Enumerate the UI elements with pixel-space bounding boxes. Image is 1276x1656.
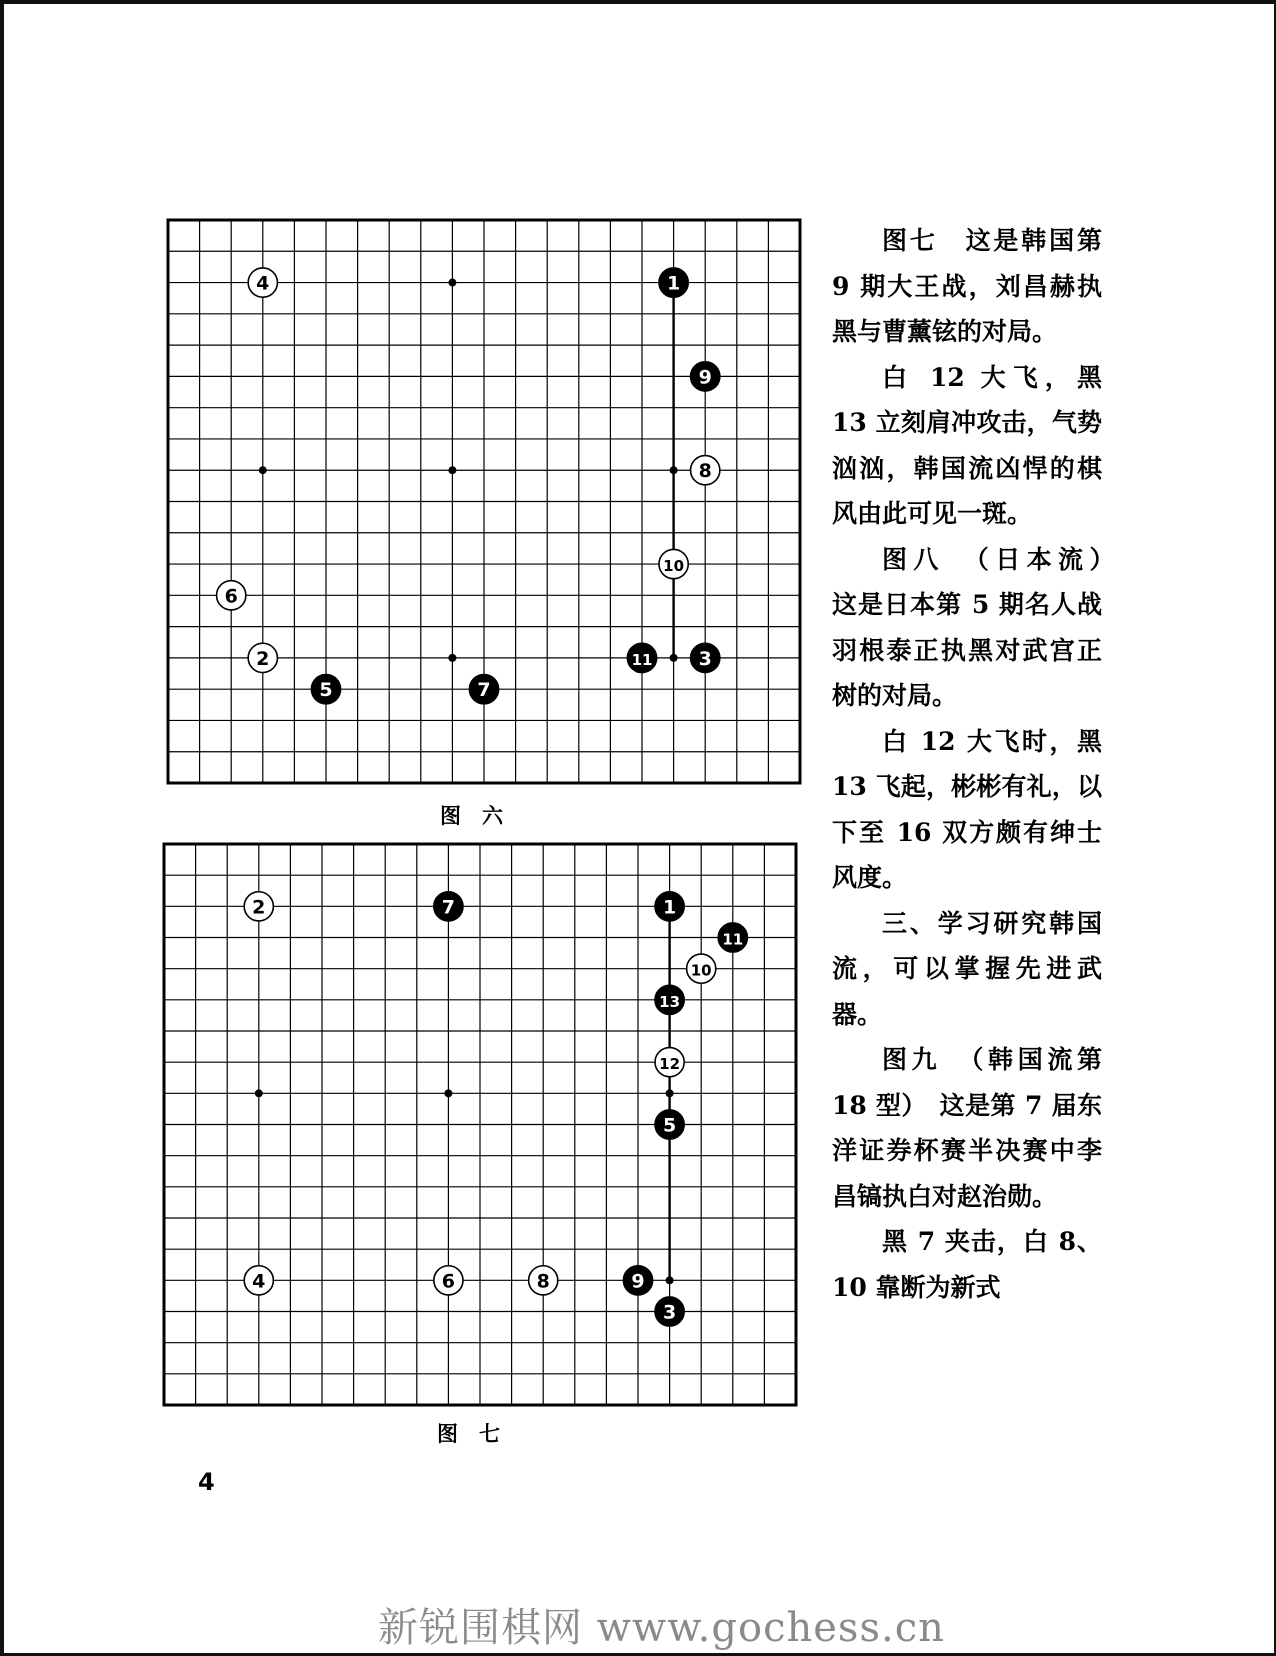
figure-7-caption: 图 七 (437, 1421, 500, 1446)
stone-number: 3 (698, 647, 712, 670)
go-board-figure-6-svg (166, 218, 802, 786)
go-stone-white (248, 268, 277, 297)
go-stone-black (691, 643, 720, 672)
star-point (670, 654, 678, 662)
go-board-figure-6 (166, 218, 802, 786)
go-stone-white (687, 954, 716, 983)
paragraph-head: 图七 (882, 226, 938, 255)
paragraph-body: 白 12 大飞时，黑 13 飞起，彬彬有礼，以下至 16 双方颇有绅士风度。 (832, 726, 1102, 892)
go-stone-black (627, 643, 656, 672)
stone-number: 11 (722, 930, 744, 949)
star-point (666, 1276, 674, 1284)
star-point (666, 1089, 674, 1097)
stone-number: 5 (662, 1114, 677, 1137)
go-stone-white (217, 581, 246, 610)
go-stone-white (529, 1266, 558, 1295)
go-board-figure-7 (162, 842, 798, 1408)
commentary-text (832, 218, 1127, 1310)
stone-number: 3 (662, 1301, 677, 1324)
site-watermark: 新锐围棋网 www.gochess.cn (378, 1605, 945, 1651)
stone-number: 7 (477, 679, 491, 702)
go-stone-white (655, 1048, 684, 1077)
paragraph-head: 图九 (882, 1045, 942, 1074)
go-stone-black (655, 892, 684, 921)
go-board-figure-7-svg (162, 842, 798, 1408)
go-stone-black (469, 675, 498, 704)
paragraph-head: 图八 (882, 544, 945, 574)
star-point (448, 466, 456, 474)
figure-6-caption: 图 六 (440, 803, 503, 828)
go-stone-white (244, 892, 273, 921)
stone-number: 13 (659, 992, 681, 1011)
go-stone-white (434, 1266, 463, 1295)
paragraph-body: 白 12 大飞，黑 13 立刻肩冲攻击，气势汹汹，韩国流凶悍的棋风由此可见一斑。 (832, 362, 1102, 528)
star-point (255, 1089, 263, 1097)
paragraph-fig9-comment (832, 1219, 1102, 1310)
go-stone-black (434, 892, 463, 921)
paragraph-fig7-intro (832, 218, 1102, 355)
go-stone-black (691, 362, 720, 391)
paragraph-fig8-comment (832, 719, 1102, 901)
go-stone-black (655, 1297, 684, 1326)
stone-number: 10 (663, 557, 685, 576)
go-stone-black (718, 923, 747, 952)
stone-number: 5 (319, 679, 333, 702)
stone-number: 10 (690, 961, 712, 980)
go-stone-black (655, 985, 684, 1014)
paragraph-body: （日本流） 这是日本第 5 期名人战羽根泰正执黑对武宫正树的对局。 (832, 544, 1127, 710)
star-point (448, 279, 456, 287)
stone-number: 6 (441, 1270, 456, 1293)
go-stone-white (691, 456, 720, 485)
paragraph-fig9-intro (832, 1037, 1102, 1219)
stone-number: 9 (698, 366, 712, 389)
star-point (448, 654, 456, 662)
stone-number: 4 (252, 1270, 266, 1293)
go-stone-black (659, 268, 688, 297)
go-stone-black (311, 675, 340, 704)
stone-number: 11 (631, 650, 653, 669)
go-stone-black (655, 1110, 684, 1139)
star-point (670, 466, 678, 474)
paragraph-body: 三、学习研究韩国流，可以掌握先进武器。 (832, 908, 1102, 1029)
stone-number: 12 (659, 1055, 681, 1074)
stone-number: 8 (698, 460, 712, 483)
go-stone-white (244, 1266, 273, 1295)
stone-number: 2 (256, 647, 270, 670)
star-point (444, 1089, 452, 1097)
go-stone-white (659, 549, 688, 578)
stone-number: 1 (666, 272, 681, 295)
stone-number: 1 (662, 896, 677, 919)
stone-number: 2 (252, 896, 266, 919)
page-number: 4 (198, 1468, 215, 1496)
go-stone-white (248, 643, 277, 672)
paragraph-fig7-comment (832, 355, 1102, 537)
stone-number: 8 (536, 1270, 550, 1293)
paragraph-body: 这是韩国第 9 期大王战，刘昌赫执黑与曹薰铉的对局。 (832, 226, 1102, 346)
stone-number: 4 (256, 272, 270, 295)
stone-number: 6 (224, 585, 238, 608)
paragraph-fig8-intro (832, 537, 1127, 719)
stone-number: 7 (441, 896, 456, 919)
paragraph-body: 黑 7 夹击，白 8、10 靠断为新式 (832, 1227, 1102, 1302)
go-stone-black (623, 1266, 652, 1295)
stone-number: 9 (631, 1270, 645, 1293)
paragraph-section-three (832, 901, 1102, 1038)
paragraph-body: （韩国流第 18 型） 这是第 7 届东洋证券杯赛半决赛中李昌镐执白对赵治勋。 (832, 1045, 1102, 1211)
star-point (259, 466, 267, 474)
